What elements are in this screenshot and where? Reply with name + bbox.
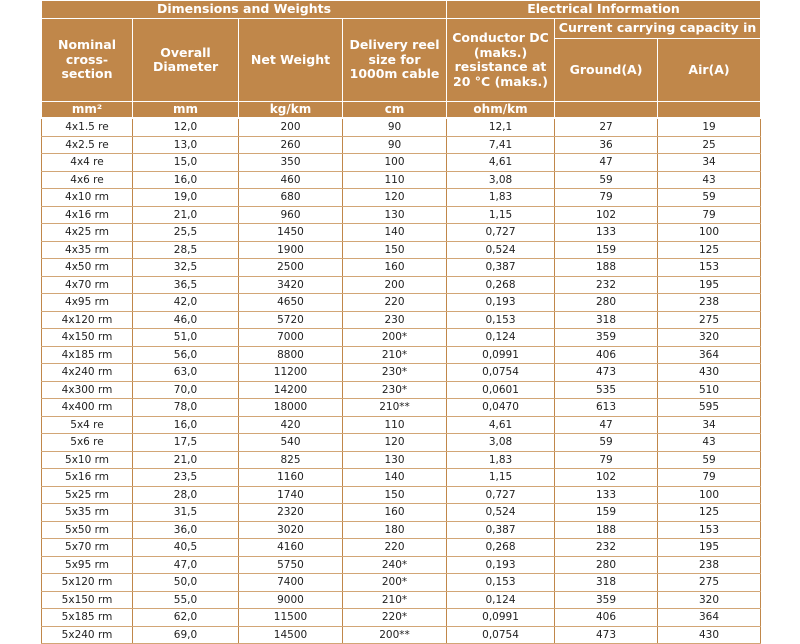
cell-diameter: 15,0 [133,154,239,172]
cell-reel: 220 [343,294,447,312]
cell-reel: 240* [343,556,447,574]
cell-ground: 47 [555,154,658,172]
cell-reel: 150 [343,486,447,504]
cell-reel: 110 [343,171,447,189]
cell-resistance: 1,83 [447,189,555,207]
cell-nominal: 5x185 rm [42,609,133,627]
table-row [42,504,761,522]
cell-nominal: 5x240 rm [42,626,133,644]
table-row [42,609,761,627]
header-conductor-resistance: Conductor DC (maks.) resistance at 20 °C (maks.) [447,19,555,102]
cable-spec-sheet [41,0,760,644]
cell-resistance: 0,193 [447,294,555,312]
cell-weight: 3020 [239,521,343,539]
cell-diameter: 47,0 [133,556,239,574]
cell-reel: 120 [343,434,447,452]
cell-weight: 4160 [239,539,343,557]
cell-reel: 90 [343,118,447,136]
cell-ground: 613 [555,399,658,417]
cell-ground: 102 [555,206,658,224]
cell-air: 25 [658,136,761,154]
cell-weight: 14200 [239,381,343,399]
cell-reel: 150 [343,241,447,259]
cell-diameter: 21,0 [133,206,239,224]
cell-air: 100 [658,486,761,504]
cell-reel: 140 [343,469,447,487]
cell-diameter: 50,0 [133,574,239,592]
cell-nominal: 5x25 rm [42,486,133,504]
cell-air: 275 [658,311,761,329]
table-row [42,416,761,434]
table-row [42,381,761,399]
cell-diameter: 40,5 [133,539,239,557]
cell-weight: 540 [239,434,343,452]
header-overall-diameter: Overall Diameter [133,19,239,102]
cell-air: 364 [658,609,761,627]
cell-ground: 188 [555,521,658,539]
cell-resistance: 1,15 [447,206,555,224]
cell-air: 59 [658,451,761,469]
cell-nominal: 4x240 rm [42,364,133,382]
table-row [42,259,761,277]
table-row [42,539,761,557]
cell-resistance: 3,08 [447,171,555,189]
header-net-weight: Net Weight [239,19,343,102]
cell-weight: 200 [239,118,343,136]
cell-air: 510 [658,381,761,399]
cell-diameter: 12,0 [133,118,239,136]
cell-reel: 130 [343,206,447,224]
table-row [42,189,761,207]
cell-resistance: 0,153 [447,311,555,329]
cell-air: 34 [658,416,761,434]
unit-nominal: mm² [42,102,133,119]
cell-ground: 102 [555,469,658,487]
cell-diameter: 42,0 [133,294,239,312]
cell-resistance: 0,0470 [447,399,555,417]
cell-nominal: 4x300 rm [42,381,133,399]
cell-nominal: 5x10 rm [42,451,133,469]
cell-resistance: 0,124 [447,591,555,609]
unit-air [658,102,761,119]
cell-diameter: 21,0 [133,451,239,469]
unit-resistance: ohm/km [447,102,555,119]
cell-diameter: 23,5 [133,469,239,487]
cell-diameter: 36,5 [133,276,239,294]
cell-weight: 960 [239,206,343,224]
cell-weight: 5720 [239,311,343,329]
cell-weight: 2320 [239,504,343,522]
table-row [42,434,761,452]
unit-diameter: mm [133,102,239,119]
cell-air: 43 [658,171,761,189]
cell-weight: 11200 [239,364,343,382]
cell-weight: 7000 [239,329,343,347]
cell-ground: 36 [555,136,658,154]
cell-nominal: 4x4 re [42,154,133,172]
header-electrical-information: Electrical Information [447,1,761,19]
table-row [42,311,761,329]
cell-air: 320 [658,329,761,347]
cell-ground: 159 [555,504,658,522]
cell-reel: 110 [343,416,447,434]
cell-reel: 90 [343,136,447,154]
cell-weight: 1450 [239,224,343,242]
cell-diameter: 25,5 [133,224,239,242]
cell-resistance: 0,0601 [447,381,555,399]
cell-weight: 14500 [239,626,343,644]
table-body [42,118,761,644]
cell-weight: 460 [239,171,343,189]
unit-reel: cm [343,102,447,119]
cell-ground: 535 [555,381,658,399]
cell-nominal: 4x70 rm [42,276,133,294]
cell-reel: 200 [343,276,447,294]
cell-diameter: 55,0 [133,591,239,609]
cell-reel: 210* [343,591,447,609]
cell-weight: 1740 [239,486,343,504]
cell-nominal: 5x35 rm [42,504,133,522]
cell-air: 125 [658,241,761,259]
cell-resistance: 0,268 [447,276,555,294]
cell-resistance: 1,83 [447,451,555,469]
cell-air: 364 [658,346,761,364]
cell-nominal: 4x35 rm [42,241,133,259]
cell-ground: 59 [555,434,658,452]
cell-diameter: 13,0 [133,136,239,154]
table-row [42,399,761,417]
cell-ground: 359 [555,591,658,609]
cell-nominal: 4x25 rm [42,224,133,242]
cell-nominal: 4x95 rm [42,294,133,312]
cell-nominal: 4x120 rm [42,311,133,329]
header-dimensions-weights: Dimensions and Weights [42,1,447,19]
cell-air: 79 [658,469,761,487]
cell-nominal: 5x16 rm [42,469,133,487]
cell-air: 153 [658,521,761,539]
cell-ground: 280 [555,294,658,312]
cell-resistance: 0,268 [447,539,555,557]
cell-weight: 18000 [239,399,343,417]
cell-reel: 200* [343,574,447,592]
cell-diameter: 36,0 [133,521,239,539]
cell-resistance: 12,1 [447,118,555,136]
cell-reel: 160 [343,259,447,277]
cell-resistance: 1,15 [447,469,555,487]
cell-air: 275 [658,574,761,592]
cell-air: 430 [658,626,761,644]
cell-reel: 100 [343,154,447,172]
cell-nominal: 4x50 rm [42,259,133,277]
cell-weight: 350 [239,154,343,172]
cell-diameter: 62,0 [133,609,239,627]
cell-diameter: 32,5 [133,259,239,277]
unit-weight: kg/km [239,102,343,119]
cell-weight: 9000 [239,591,343,609]
header-current-capacity: Current carrying capacity in [555,19,761,39]
table-row [42,276,761,294]
cell-air: 195 [658,539,761,557]
cell-nominal: 5x4 re [42,416,133,434]
header-air: Air(A) [658,39,761,102]
cell-air: 34 [658,154,761,172]
cell-reel: 230 [343,311,447,329]
cell-resistance: 0,153 [447,574,555,592]
cell-weight: 4650 [239,294,343,312]
cell-reel: 220 [343,539,447,557]
cell-nominal: 4x16 rm [42,206,133,224]
cell-resistance: 0,0754 [447,364,555,382]
table-row [42,364,761,382]
cell-reel: 210** [343,399,447,417]
header-nominal-cross-section: Nominal cross-section [42,19,133,102]
cell-ground: 27 [555,118,658,136]
cell-diameter: 56,0 [133,346,239,364]
cell-weight: 8800 [239,346,343,364]
cell-ground: 318 [555,311,658,329]
cell-reel: 120 [343,189,447,207]
cell-resistance: 4,61 [447,416,555,434]
cell-weight: 825 [239,451,343,469]
cell-ground: 159 [555,241,658,259]
cell-ground: 473 [555,626,658,644]
cell-resistance: 0,193 [447,556,555,574]
cell-ground: 188 [555,259,658,277]
cell-resistance: 0,124 [447,329,555,347]
cell-weight: 260 [239,136,343,154]
table-row [42,294,761,312]
cell-nominal: 5x70 rm [42,539,133,557]
cell-diameter: 46,0 [133,311,239,329]
cell-ground: 359 [555,329,658,347]
cell-ground: 318 [555,574,658,592]
table-row [42,154,761,172]
cell-air: 238 [658,294,761,312]
cell-diameter: 16,0 [133,416,239,434]
cell-diameter: 70,0 [133,381,239,399]
cell-nominal: 5x120 rm [42,574,133,592]
cell-nominal: 4x400 rm [42,399,133,417]
cell-weight: 680 [239,189,343,207]
cell-reel: 180 [343,521,447,539]
cell-ground: 59 [555,171,658,189]
cell-air: 430 [658,364,761,382]
table-row [42,241,761,259]
cell-weight: 2500 [239,259,343,277]
cell-reel: 220* [343,609,447,627]
cell-weight: 5750 [239,556,343,574]
cell-resistance: 0,524 [447,241,555,259]
cell-diameter: 31,5 [133,504,239,522]
cell-air: 595 [658,399,761,417]
cell-weight: 3420 [239,276,343,294]
cell-ground: 79 [555,451,658,469]
cell-weight: 1900 [239,241,343,259]
table-row [42,469,761,487]
table-row [42,521,761,539]
cell-ground: 406 [555,346,658,364]
cell-weight: 11500 [239,609,343,627]
cable-spec-table [41,0,761,644]
cell-nominal: 5x95 rm [42,556,133,574]
cell-reel: 130 [343,451,447,469]
cell-resistance: 4,61 [447,154,555,172]
cell-diameter: 69,0 [133,626,239,644]
cell-nominal: 4x150 rm [42,329,133,347]
cell-resistance: 0,387 [447,259,555,277]
cell-ground: 47 [555,416,658,434]
cell-ground: 406 [555,609,658,627]
cell-diameter: 51,0 [133,329,239,347]
cell-resistance: 0,0991 [447,346,555,364]
cell-resistance: 0,387 [447,521,555,539]
table-row [42,451,761,469]
cell-reel: 200** [343,626,447,644]
cell-resistance: 0,727 [447,224,555,242]
cell-ground: 473 [555,364,658,382]
cell-air: 79 [658,206,761,224]
table-row [42,591,761,609]
table-row [42,224,761,242]
cell-reel: 210* [343,346,447,364]
header-delivery-reel-size: Delivery reel size for 1000m cable [343,19,447,102]
header-ground: Ground(A) [555,39,658,102]
cell-resistance: 0,727 [447,486,555,504]
cell-nominal: 5x6 re [42,434,133,452]
cell-reel: 200* [343,329,447,347]
cell-nominal: 4x10 rm [42,189,133,207]
cell-diameter: 19,0 [133,189,239,207]
cell-air: 238 [658,556,761,574]
cell-diameter: 63,0 [133,364,239,382]
table-header [42,1,761,119]
cell-reel: 160 [343,504,447,522]
cell-air: 59 [658,189,761,207]
cell-diameter: 17,5 [133,434,239,452]
cell-weight: 7400 [239,574,343,592]
table-row [42,171,761,189]
cell-diameter: 28,5 [133,241,239,259]
cell-resistance: 0,0991 [447,609,555,627]
cell-resistance: 0,524 [447,504,555,522]
cell-air: 125 [658,504,761,522]
cell-air: 100 [658,224,761,242]
table-row [42,329,761,347]
cell-ground: 232 [555,276,658,294]
cell-reel: 140 [343,224,447,242]
table-row [42,486,761,504]
table-row [42,206,761,224]
cell-air: 19 [658,118,761,136]
table-row [42,136,761,154]
cell-weight: 1160 [239,469,343,487]
cell-weight: 420 [239,416,343,434]
cell-nominal: 5x150 rm [42,591,133,609]
cell-nominal: 4x185 rm [42,346,133,364]
cell-air: 195 [658,276,761,294]
cell-resistance: 3,08 [447,434,555,452]
cell-ground: 79 [555,189,658,207]
cell-diameter: 16,0 [133,171,239,189]
table-row [42,626,761,644]
cell-air: 43 [658,434,761,452]
cell-nominal: 4x1.5 re [42,118,133,136]
cell-ground: 232 [555,539,658,557]
cell-reel: 230* [343,381,447,399]
cell-ground: 133 [555,486,658,504]
unit-ground [555,102,658,119]
cell-resistance: 7,41 [447,136,555,154]
cell-nominal: 4x2.5 re [42,136,133,154]
cell-air: 153 [658,259,761,277]
cell-nominal: 4x6 re [42,171,133,189]
cell-reel: 230* [343,364,447,382]
table-row [42,346,761,364]
cell-diameter: 28,0 [133,486,239,504]
cell-air: 320 [658,591,761,609]
table-row [42,556,761,574]
table-row [42,574,761,592]
table-row [42,118,761,136]
cell-resistance: 0,0754 [447,626,555,644]
cell-ground: 133 [555,224,658,242]
cell-ground: 280 [555,556,658,574]
cell-diameter: 78,0 [133,399,239,417]
cell-nominal: 5x50 rm [42,521,133,539]
